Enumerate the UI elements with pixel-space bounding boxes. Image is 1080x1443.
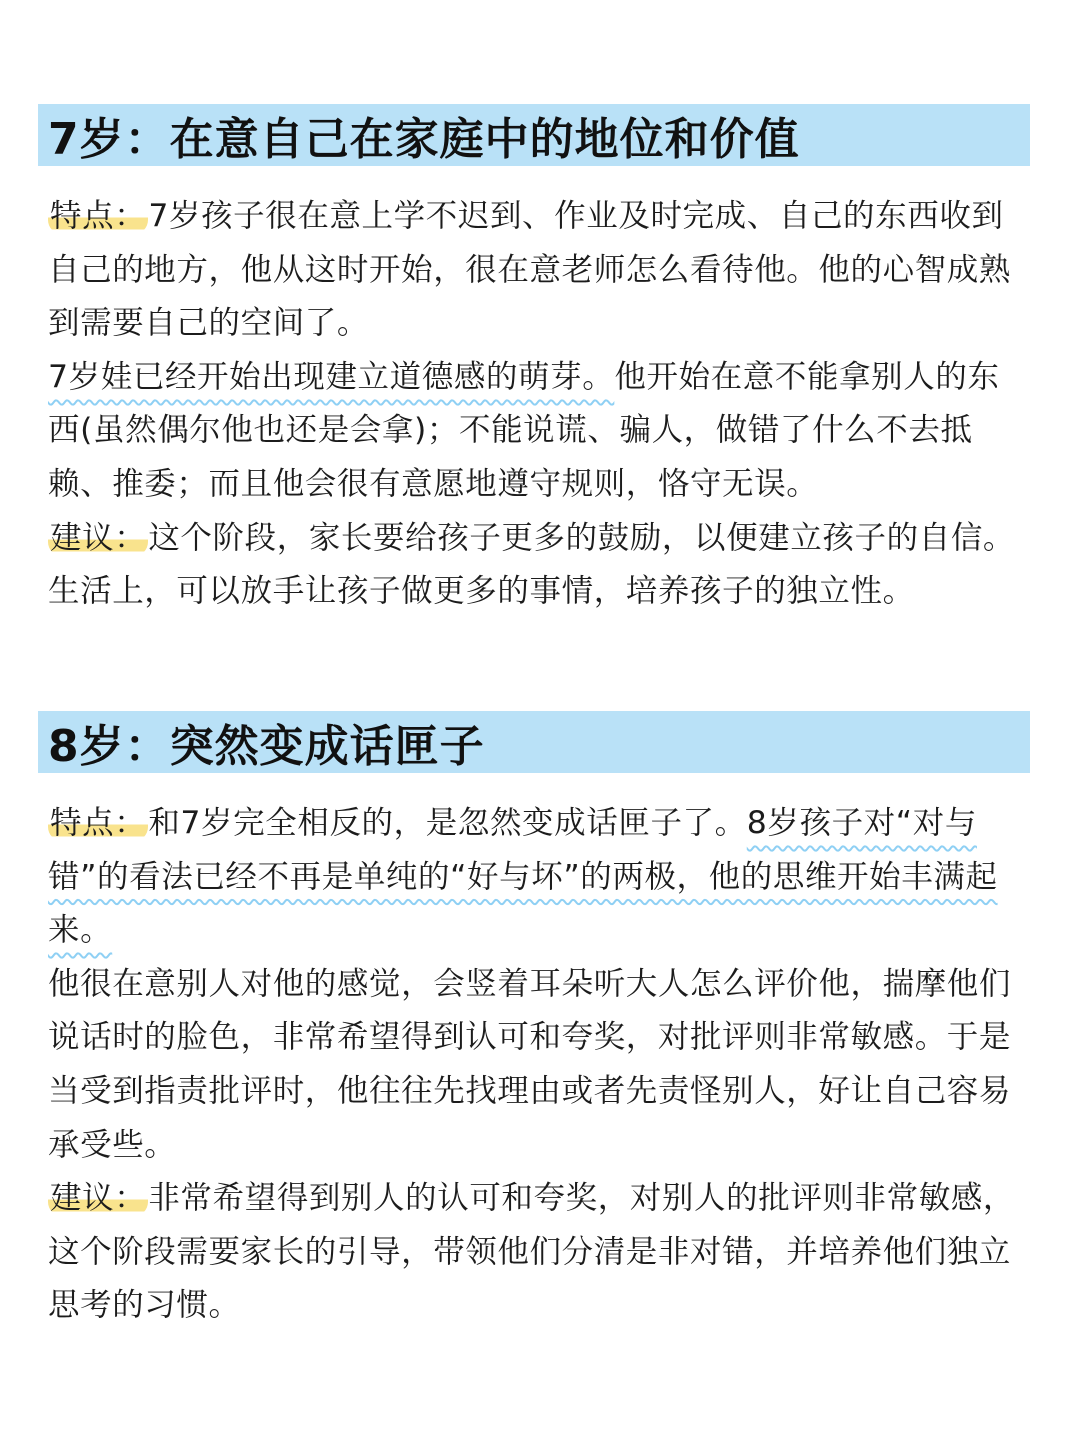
advice-text: 非常希望得到别人的认可和夸奖，对别人的批评则非常敏感，这个阶段需要家长的引导，带领他们分清是非对错，并培养他们独立思考的习惯。 bbox=[48, 1180, 1016, 1324]
section-heading-bar bbox=[38, 104, 1030, 166]
advice-text: 这个阶段，家长要给孩子更多的鼓励，以便建立孩子的自信。生活上，可以放手让孩子做更多的事情，培养孩子的独立性。 bbox=[48, 519, 1016, 610]
trait-label: 特点： bbox=[50, 805, 147, 841]
trait-label: 特点： bbox=[50, 198, 147, 234]
advice-label: 建议： bbox=[50, 1180, 147, 1217]
section-body bbox=[38, 190, 1030, 619]
section-body bbox=[38, 797, 1030, 1333]
moral-text: 他开始在意不能拿别人的东西(虽然偶尔他也还是会拿)；不能说谎、骗人，做错了什么不去抵赖、推委；而且他会很有意愿地遵守规则，恪守无误。 bbox=[48, 358, 1000, 502]
trait-underlined-text: 8岁孩子对“对与错”的看法已经不再是单纯的“好与坏”的两极，他的思维开始丰满起来。 bbox=[48, 805, 998, 949]
section-heading: 7岁：在意自己在家庭中的地位和价值 bbox=[48, 114, 800, 165]
moral-paragraph bbox=[48, 351, 1030, 512]
feeling-text: 他很在意别人对他的感觉，会竖着耳朵听大人怎么评价他，揣摩他们说话时的脸色，非常希望得到认可和夸奖，对批评则非常敏感。于是当受到指责批评时，他往往先找理由或者先责怪别人，好让自己容易承受些。 bbox=[48, 965, 1012, 1163]
advice-paragraph bbox=[48, 512, 1030, 619]
moral-underlined-text: 7岁娃已经开始出现建立道德感的萌芽。 bbox=[48, 358, 615, 395]
section-heading-bar bbox=[38, 711, 1030, 773]
trait-text: 7岁孩子很在意上学不迟到、作业及时完成、自己的东西收到自己的地方，他从这时开始，很在意老师怎么看待他。他的心智成熟到需要自己的空间了。 bbox=[48, 198, 1012, 342]
trait-paragraph bbox=[48, 797, 1030, 958]
section-age-7 bbox=[38, 104, 1030, 619]
feeling-paragraph bbox=[48, 958, 1030, 1172]
trait-text: 和7岁完全相反的，是忽然变成话匣子了。 bbox=[148, 805, 747, 841]
section-heading: 8岁：突然变成话匣子 bbox=[48, 721, 485, 772]
advice-paragraph bbox=[48, 1172, 1030, 1333]
section-age-8 bbox=[38, 711, 1030, 1333]
trait-paragraph bbox=[48, 190, 1030, 351]
advice-label: 建议： bbox=[50, 519, 147, 556]
